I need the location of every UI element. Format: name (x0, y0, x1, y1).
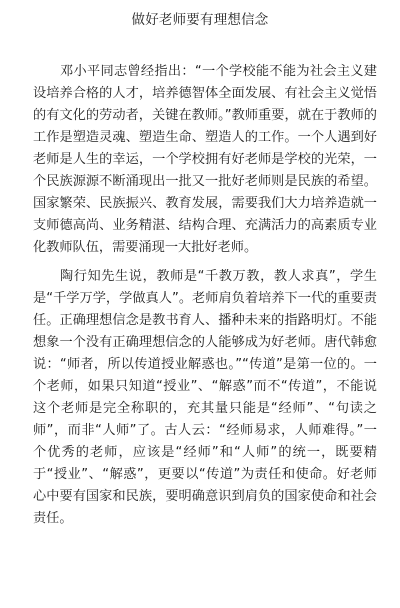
document-body (33, 61, 377, 530)
document-title: 做好老师要有理想信念 (131, 12, 269, 28)
paragraph-1: 邓小平同志曾经指出：“一个学校能不能为社会主义建设培养合格的人才，培养德智体全面发展、有社会主义觉悟的有文化的劳动者，关键在教师。”教师重要，就在于教师的工作是塑造灵魂、塑造生命、塑造人的工作。一个人遇到好老师是人生的幸运，一个学校拥有好老师是学校的光荣，一个民族源源不断涌现出一批又一批好老师则是民族的希望。国家繁荣、民族振兴、教育发展，需要我们大力培养造就一支师德高尚、业务精湛、结构合理、充满活力的高素质专业化教师队伍，需要涌现一大批好老师。 (33, 64, 377, 255)
paragraph-2: 陶行知先生说，教师是“千教万教，教人求真”，学生是“千学万学，学做真人”。老师肩负着培养下一代的重要责任。正确理想信念是教书育人、播种未来的指路明灯。不能想象一个没有正确理想信念的人能够成为好老师。唐代韩愈说：“师者，所以传道授业解惑也。”“传道”是第一位的。一个老师，如果只知道“授业”、“解惑”而不“传道”，不能说这个老师是完全称职的，充其量只能是“经师”、“句读之师”，而非“人师”了。古人云：“经师易求，人师难得。”一个优秀的老师，应该是“经师”和“人师”的统一，既要精于“授业”、“解惑”，更要以“传道”为责任和使命。好老师心中要有国家和民族，要明确意识到肩负的国家使命和社会责任。 (33, 269, 377, 526)
